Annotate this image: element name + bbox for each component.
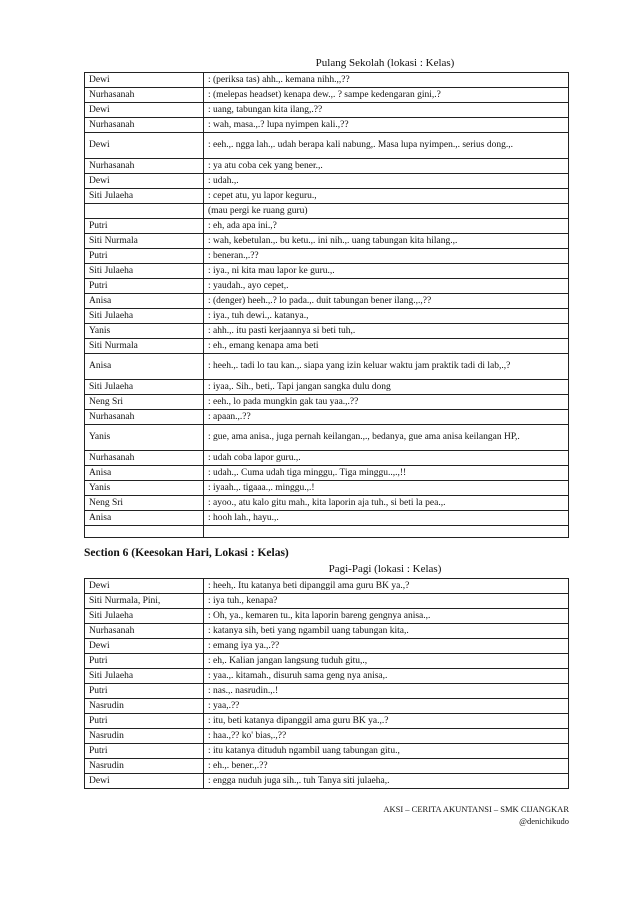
speaker-name: Putri — [85, 744, 204, 759]
speaker-name: Putri — [85, 249, 204, 264]
speaker-name: Yanis — [85, 481, 204, 496]
dialog-row — [85, 88, 569, 103]
dialog-row — [85, 189, 569, 204]
dialog-row — [85, 594, 569, 609]
dialog-row — [85, 511, 569, 526]
dialog-line: : heeh.,. tadi lo tau kan.,. siapa yang izin keluar waktu jam praktik tadi di lab,.,? — [204, 354, 569, 380]
speaker-name: Nurhasanah — [85, 118, 204, 133]
dialog-line: : itu katanya dituduh ngambil uang tabungan gitu., — [204, 744, 569, 759]
dialog-line: : udah.,. Cuma udah tiga minggu,. Tiga minggu..,.,!! — [204, 466, 569, 481]
dialog-row — [85, 774, 569, 789]
footer-course-line: AKSI – CERITA AKUNTANSI – SMK CIJANGKAR — [383, 804, 569, 814]
dialog-line: : apaan.,.?? — [204, 410, 569, 425]
dialog-line: : ayoo., atu kalo gitu mah., kita laporin aja tuh., si beti la pea.,. — [204, 496, 569, 511]
speaker-name — [85, 204, 204, 219]
dialog-row — [85, 354, 569, 380]
dialog-line — [204, 526, 569, 538]
dialog-row — [85, 380, 569, 395]
dialog-line: : ya atu coba cek yang bener.,. — [204, 159, 569, 174]
dialog-line: : (periksa tas) ahh.,. kemana nihh.,,?? — [204, 73, 569, 88]
speaker-name: Siti Nurmala — [85, 339, 204, 354]
dialog-line: : engga nuduh juga sih.,. tuh Tanya siti julaeha,. — [204, 774, 569, 789]
dialog-row — [85, 654, 569, 669]
speaker-name: Nasrudin — [85, 759, 204, 774]
dialog-line: : yaa,.?? — [204, 699, 569, 714]
dialog-line: : (melepas headset) kenapa dew.,. ? sampe kedengaran gini,.? — [204, 88, 569, 103]
speaker-name: Siti Julaeha — [85, 264, 204, 279]
dialog-line: : udah coba lapor guru.,. — [204, 451, 569, 466]
speaker-name: Siti Julaeha — [85, 380, 204, 395]
dialog-row — [85, 174, 569, 189]
speaker-name: Putri — [85, 279, 204, 294]
dialog-line: : iyaah.,. tigaaa.,. minggu.,.! — [204, 481, 569, 496]
dialog-row — [85, 324, 569, 339]
speaker-name: Putri — [85, 684, 204, 699]
dialog-line: : gue, ama anisa., juga pernah keilangan.,., bedanya, gue ama anisa keilangan HP,. — [204, 425, 569, 451]
dialog-line: : yaudah., ayo cepet,. — [204, 279, 569, 294]
speaker-name: Anisa — [85, 511, 204, 526]
dialog-row — [85, 103, 569, 118]
dialog-row — [85, 496, 569, 511]
dialog-line: : eeh., lo pada mungkin gak tau yaa.,.?? — [204, 395, 569, 410]
speaker-name — [85, 526, 204, 538]
dialog-row — [85, 159, 569, 174]
dialog-row — [85, 410, 569, 425]
dialog-row — [85, 624, 569, 639]
dialog-line: (mau pergi ke ruang guru) — [204, 204, 569, 219]
speaker-name: Dewi — [85, 174, 204, 189]
dialog-line: : udah.,. — [204, 174, 569, 189]
speaker-name: Nasrudin — [85, 729, 204, 744]
dialog-row — [85, 395, 569, 410]
dialog-row — [85, 759, 569, 774]
dialog-line: : itu, beti katanya dipanggil ama guru BK ya.,.? — [204, 714, 569, 729]
scene-2-title: Pagi-Pagi (lokasi : Kelas) — [328, 563, 442, 575]
dialog-row — [85, 425, 569, 451]
dialog-row — [85, 699, 569, 714]
dialog-line: : iya., tuh dewi.,. katanya., — [204, 309, 569, 324]
speaker-name: Neng Sri — [85, 496, 204, 511]
dialog-line: : nas.,. nasrudin.,.! — [204, 684, 569, 699]
dialog-row — [85, 264, 569, 279]
speaker-name: Dewi — [85, 133, 204, 159]
speaker-name: Yanis — [85, 425, 204, 451]
dialog-row — [85, 609, 569, 624]
dialog-row — [85, 234, 569, 249]
dialog-row — [85, 526, 569, 538]
dialog-row — [85, 339, 569, 354]
speaker-name: Dewi — [85, 73, 204, 88]
dialog-line: : eh., emang kenapa ama beti — [204, 339, 569, 354]
dialog-line: : wah, kebetulan.,. bu ketu.,. ini nih.,. uang tabungan kita hilang.,. — [204, 234, 569, 249]
speaker-name: Anisa — [85, 294, 204, 309]
speaker-name: Dewi — [85, 103, 204, 118]
dialog-row — [85, 73, 569, 88]
dialog-row — [85, 279, 569, 294]
section-6-heading: Section 6 (Keesokan Hari, Lokasi : Kelas) — [84, 547, 289, 559]
dialog-line: : katanya sih, beti yang ngambil uang tabungan kita,. — [204, 624, 569, 639]
speaker-name: Dewi — [85, 579, 204, 594]
dialog-row — [85, 249, 569, 264]
speaker-name: Yanis — [85, 324, 204, 339]
speaker-name: Siti Julaeha — [85, 609, 204, 624]
speaker-name: Putri — [85, 219, 204, 234]
speaker-name: Siti Nurmala, Pini, — [85, 594, 204, 609]
dialog-line: : wah, masa.,.? lupa nyimpen kali.,?? — [204, 118, 569, 133]
dialog-line: : iyaa,. Sih., beti,. Tapi jangan sangka dulu dong — [204, 380, 569, 395]
dialog-row — [85, 684, 569, 699]
dialog-line: : emang iya ya.,.?? — [204, 639, 569, 654]
speaker-name: Nurhasanah — [85, 159, 204, 174]
speaker-name: Nurhasanah — [85, 451, 204, 466]
scene-1-dialog-table — [84, 72, 569, 538]
dialog-line: : iya tuh., kenapa? — [204, 594, 569, 609]
dialog-row — [85, 309, 569, 324]
dialog-line: : (denger) heeh.,.? lo pada.,. duit tabungan bener ilang.,.,?? — [204, 294, 569, 309]
dialog-line: : eh,. Kalian jangan langsung tuduh gitu,., — [204, 654, 569, 669]
page-footer — [383, 803, 569, 827]
speaker-name: Anisa — [85, 354, 204, 380]
dialog-line: : iya., ni kita mau lapor ke guru.,. — [204, 264, 569, 279]
speaker-name: Dewi — [85, 639, 204, 654]
dialog-line: : eeh.,. ngga lah.,. udah berapa kali nabung,. Masa lupa nyimpen.,. serius dong.,. — [204, 133, 569, 159]
dialog-row — [85, 133, 569, 159]
scene-1-title: Pulang Sekolah (lokasi : Kelas) — [315, 57, 455, 69]
dialog-row — [85, 639, 569, 654]
dialog-line: : hooh lah., hayu.,. — [204, 511, 569, 526]
speaker-name: Neng Sri — [85, 395, 204, 410]
dialog-row — [85, 204, 569, 219]
speaker-name: Dewi — [85, 774, 204, 789]
speaker-name: Siti Julaeha — [85, 669, 204, 684]
dialog-line: : Oh, ya., kemaren tu., kita laporin bareng gengnya anisa.,. — [204, 609, 569, 624]
dialog-line: : uang, tabungan kita ilang,.?? — [204, 103, 569, 118]
dialog-row — [85, 729, 569, 744]
speaker-name: Nurhasanah — [85, 88, 204, 103]
dialog-row — [85, 118, 569, 133]
speaker-name: Siti Julaeha — [85, 309, 204, 324]
dialog-line: : eh, ada apa ini.,? — [204, 219, 569, 234]
speaker-name: Nasrudin — [85, 699, 204, 714]
dialog-line: : haa.,?? ko' bias,.,?? — [204, 729, 569, 744]
dialog-line: : eh.,. bener.,.?? — [204, 759, 569, 774]
dialog-row — [85, 744, 569, 759]
dialog-line: : beneran.,.?? — [204, 249, 569, 264]
dialog-line: : ahh.,. itu pasti kerjaannya si beti tuh,. — [204, 324, 569, 339]
dialog-line: : cepet atu, yu lapor keguru., — [204, 189, 569, 204]
dialog-row — [85, 451, 569, 466]
speaker-name: Siti Julaeha — [85, 189, 204, 204]
dialog-row — [85, 219, 569, 234]
dialog-row — [85, 294, 569, 309]
dialog-row — [85, 669, 569, 684]
dialog-line: : heeh,. Itu katanya beti dipanggil ama guru BK ya.,? — [204, 579, 569, 594]
speaker-name: Putri — [85, 654, 204, 669]
speaker-name: Nurhasanah — [85, 410, 204, 425]
speaker-name: Nurhasanah — [85, 624, 204, 639]
dialog-line: : yaa.,. kitamah., disuruh sama geng nya anisa,. — [204, 669, 569, 684]
dialog-row — [85, 481, 569, 496]
dialog-row — [85, 714, 569, 729]
dialog-row — [85, 466, 569, 481]
scene-2-dialog-table — [84, 578, 569, 789]
speaker-name: Siti Nurmala — [85, 234, 204, 249]
footer-author-handle: @denichikudo — [519, 816, 569, 826]
speaker-name: Anisa — [85, 466, 204, 481]
dialog-row — [85, 579, 569, 594]
speaker-name: Putri — [85, 714, 204, 729]
